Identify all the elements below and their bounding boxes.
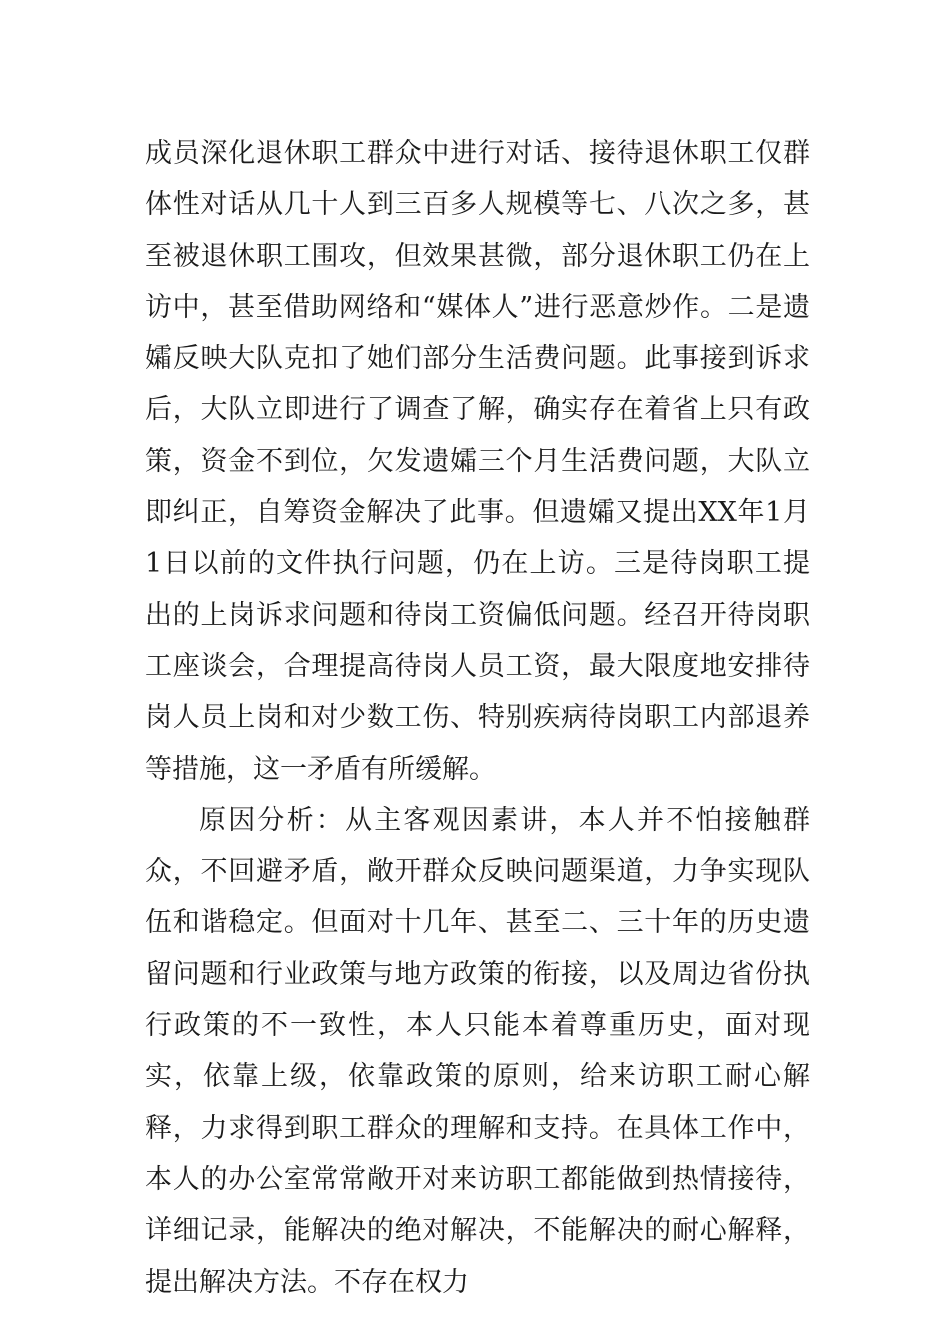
- document-body: [145, 128, 810, 1308]
- paragraph-continuation: 成员深化退休职工群众中进行对话、接待退休职工仅群体性对话从几十人到三百多人规模等七、八次之多，甚至被退休职工围攻，但效果甚微，部分退休职工仍在上访中，甚至借助网络和“媒体人”进行恶意炒作。二是遗孀反映大队克扣了她们部分生活费问题。此事接到诉求后，大队立即进行了调查了解，确实存在着省上只有政策，资金不到位，欠发遗孀三个月生活费问题，大队立即纠正，自筹资金解决了此事。但遗孀又提出XX年1月1日以前的文件执行问题，仍在上访。三是待岗职工提出的上岗诉求问题和待岗工资偏低问题。经召开待岗职工座谈会，合理提高待岗人员工资，最大限度地安排待岗人员上岗和对少数工伤、特别疾病待岗职工内部退养等措施，这一矛盾有所缓解。: [145, 138, 810, 785]
- paragraph-cause-analysis: 原因分析：从主客观因素讲，本人并不怕接触群众，不回避矛盾，敞开群众反映问题渠道，力争实现队伍和谐稳定。但面对十几年、甚至二、三十年的历史遗留问题和行业政策与地方政策的衔接，以及周边省份执行政策的不一致性，本人只能本着尊重历史，面对现实，依靠上级，依靠政策的原则，给来访职工耐心解释，力求得到职工群众的理解和支持。在具体工作中，本人的办公室常常敞开对来访职工都能做到热情接待，详细记录，能解决的绝对解决，不能解决的耐心解释，提出解决方法。不存在权力: [145, 804, 810, 1298]
